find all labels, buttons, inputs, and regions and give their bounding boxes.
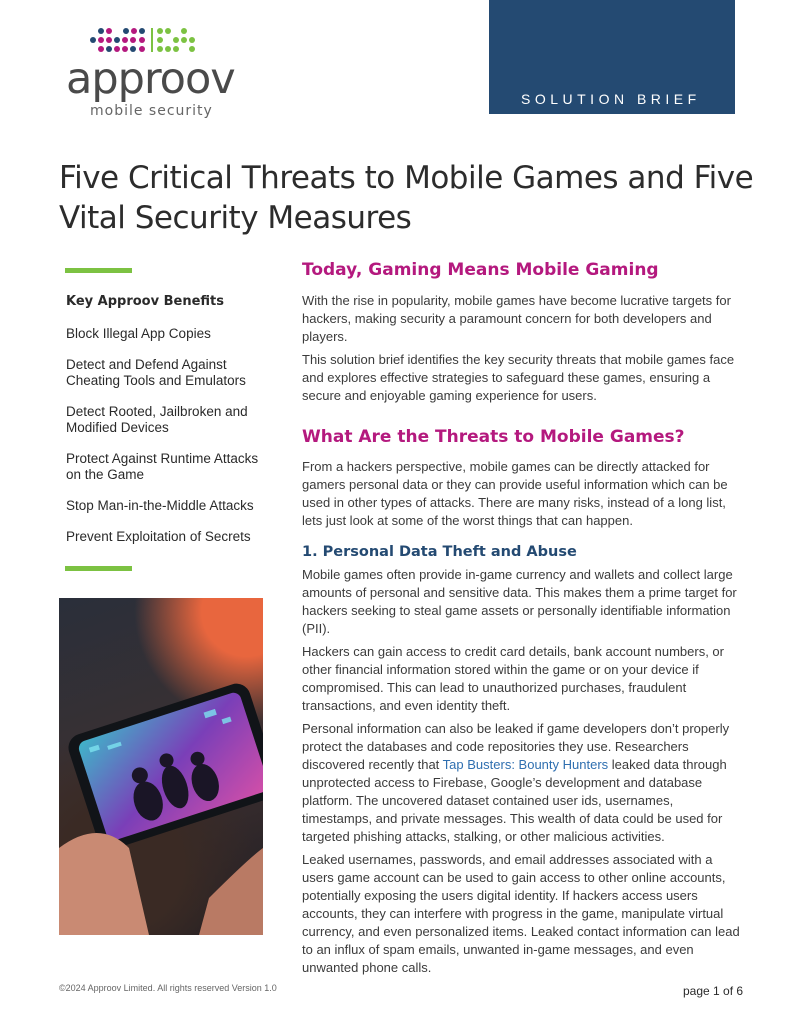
subsection-heading: 1. Personal Data Theft and Abuse: [302, 544, 577, 560]
benefit-item: Prevent Exploitation of Secrets: [66, 529, 251, 544]
paragraph: This solution brief identifies the key security threats that mobile games face and explores effective strategies to safeguard these games, ensuring a secure and enjoyable gaming experience for users.: [302, 352, 735, 403]
mobile-game-photo: [59, 598, 263, 935]
benefit-item: Protect Against Runtime Attacks on the Game: [66, 451, 259, 482]
approov-logo: [66, 26, 236, 126]
benefit-item: Detect and Defend Against Cheating Tools and Emulators: [66, 357, 246, 388]
banner-label: SOLUTION BRIEF: [521, 91, 701, 107]
sidebar-heading: Key Approov Benefits: [66, 294, 224, 309]
section-heading: Today, Gaming Means Mobile Gaming: [302, 260, 659, 280]
paragraph: With the rise in popularity, mobile games have become lucrative targets for hackers, making security a paramount concern for both developers and players.: [302, 293, 731, 344]
logo-tagline: mobile security: [90, 103, 213, 119]
paragraph: Leaked usernames, passwords, and email addresses associated with a users game account can be used to gain access to other online accounts, potentially exposing the users digital identity. If hackers access users accounts, they can interfere with progress in the game, manipulate virtual currency, and even personalized items. Leaked contact information can lead to an influx of spam emails, unwanted in-game messages, and even unwanted phone calls.: [302, 852, 740, 975]
logo-wordmark: approov: [66, 54, 235, 104]
benefit-item: Detect Rooted, Jailbroken and Modified Devices: [66, 404, 248, 435]
sidebar-top-divider: [65, 268, 132, 273]
page-title: Five Critical Threats to Mobile Games and Five Vital Security Measures: [59, 160, 754, 236]
main-content: [302, 260, 744, 982]
paragraph: Hackers can gain access to credit card details, bank account numbers, or other financial information stored within the game or on your device if compromised. This can lead to unauthorized purchases, fraudulent transactions, and even identity theft.: [302, 644, 724, 713]
phone-game-illustration-icon: [59, 598, 263, 935]
paragraph-text: Personal information can also be leaked if game developers don’t properly protect the databases and code repositories they use. Researchers discovered recently that: [302, 721, 730, 772]
paragraph: Mobile games often provide in-game currency and wallets and collect large amounts of personal and sensitive data. This makes them a prime target for hackers seeking to steal game assets or personally identifiable information (PII).: [302, 567, 737, 636]
section-heading: What Are the Threats to Mobile Games?: [302, 427, 685, 447]
paragraph: [302, 720, 744, 846]
copyright-notice: ©2024 Approov Limited. All rights reserved Version 1.0: [59, 983, 277, 993]
benefit-item: Stop Man-in-the-Middle Attacks: [66, 498, 254, 513]
benefits-list: [66, 326, 266, 545]
paragraph: From a hackers perspective, mobile games can be directly attacked for gamers personal data or they can provide useful information which can be used in other types of attacks. There are many risks, instead of a long list, lets just look at some of the worst things that can happen.: [302, 459, 728, 528]
tap-busters-link[interactable]: Tap Busters: Bounty Hunters: [442, 757, 609, 772]
benefit-item: Block Illegal App Copies: [66, 326, 211, 341]
benefits-sidebar: [66, 294, 266, 560]
solution-brief-banner: [489, 0, 735, 114]
logo-dots-icon: [88, 26, 200, 56]
sidebar-bottom-divider: [65, 566, 132, 571]
page-number: page 1 of 6: [683, 984, 744, 998]
paragraph-text: leaked data through unprotected access to Firebase, Google’s development and database platform. The uncovered dataset contained user ids, usernames, timestamps, and private messages. This wealth of data could be used for targeted phishing attacks, stalking, or other malicious activities.: [302, 757, 727, 844]
